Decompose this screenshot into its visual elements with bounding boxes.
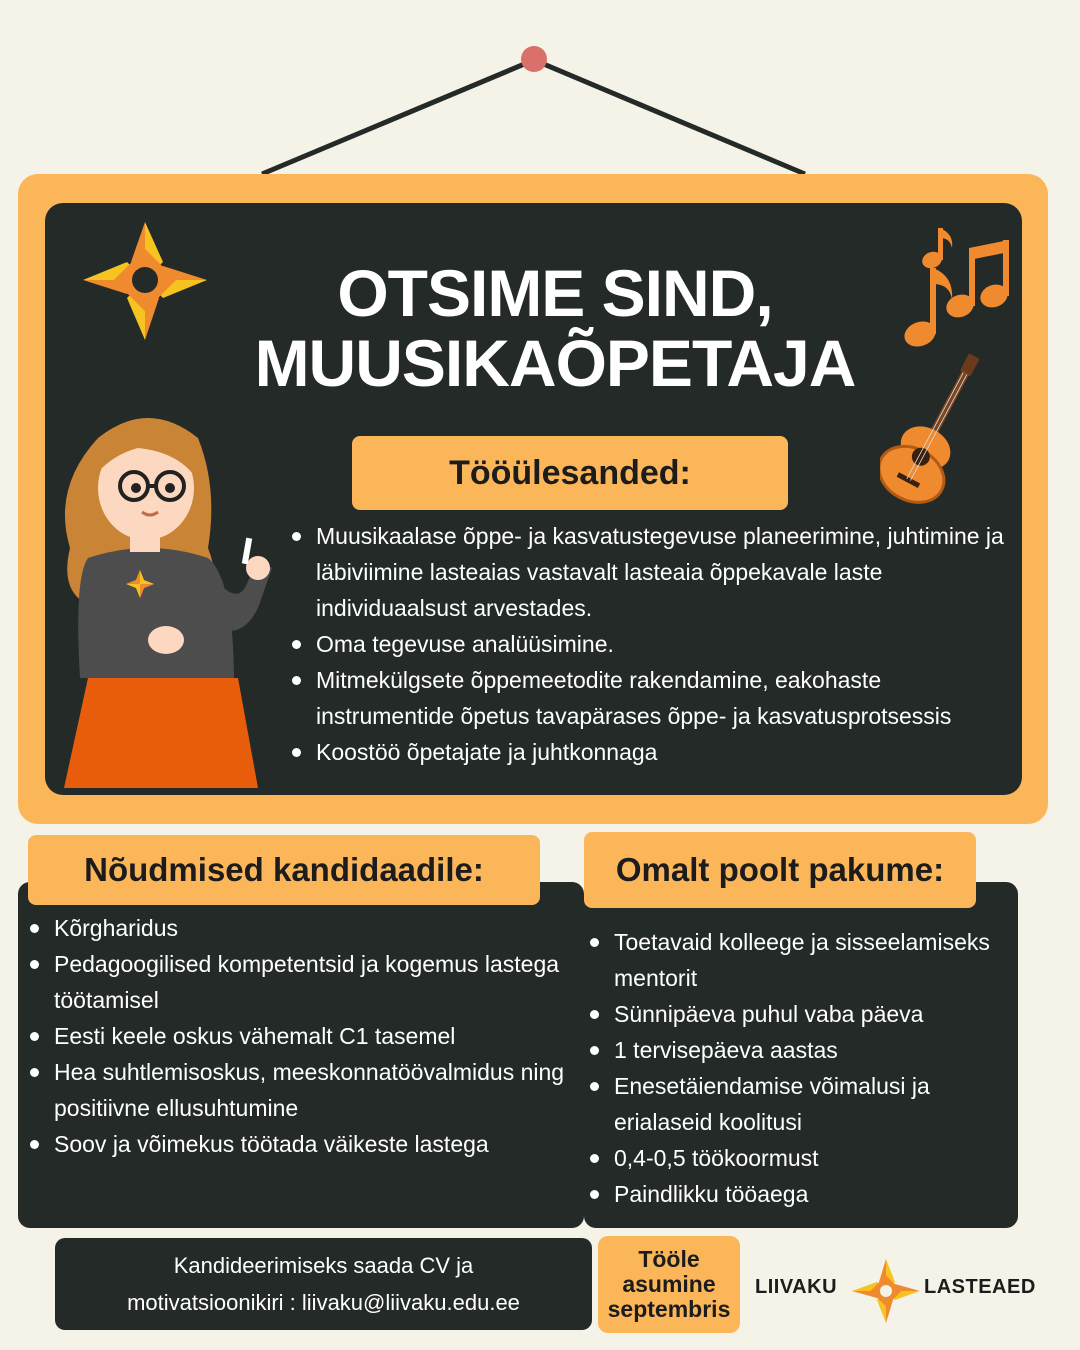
list-item: Koostöö õpetajate ja juhtkonnaga [288, 734, 1010, 770]
apply-box [55, 1238, 592, 1330]
list-item: Enesetäiendamise võimalusi ja erialaseid koolitusi [586, 1068, 1006, 1140]
list-item: Kõrgharidus [26, 910, 574, 946]
start-line-2: asumine [622, 1271, 716, 1297]
start-line-1: Tööle [638, 1246, 700, 1272]
list-item: Mitmekülgsete õppemeetodite rakendamine, eakohaste instrumentide õpetus tavapärases õppe- ja kasvatusprotsessis [288, 662, 1010, 734]
list-item: Sünnipäeva puhul vaba päeva [586, 996, 1006, 1032]
start-line-3: septembris [607, 1296, 731, 1322]
title-line-1: OTSIME SIND, [337, 256, 773, 330]
list-item: Oma tegevuse analüüsimine. [288, 626, 1010, 662]
list-item: Soov ja võimekus töötada väikeste lastega [26, 1126, 574, 1162]
teacher-illustration [58, 408, 276, 788]
logo-text-left: LIIVAKU [755, 1276, 838, 1298]
offer-list [586, 924, 1006, 1212]
tasks-heading: Tööülesanded: [352, 436, 788, 510]
requirements-heading: Nõudmised kandidaadile: [28, 835, 540, 905]
start-date-badge [598, 1236, 740, 1333]
list-item: 1 tervisepäeva aastas [586, 1032, 1006, 1068]
logo-star-icon [850, 1258, 922, 1324]
requirements-list [26, 910, 574, 1162]
title-line-2: MUUSIKAÕPETAJA [254, 326, 856, 400]
apply-line-1: Kandideerimiseks saada CV ja [173, 1253, 474, 1278]
list-item: Pedagoogilised kompetentsid ja kogemus lastega töötamisel [26, 946, 574, 1018]
page-title [150, 258, 960, 398]
list-item: Hea suhtlemisoskus, meeskonnatöövalmidus ning positiivne ellusuhtumine [26, 1054, 574, 1126]
offer-heading: Omalt poolt pakume: [584, 832, 976, 908]
list-item: Paindlikku tööaega [586, 1176, 1006, 1212]
apply-line-2[interactable]: motivatsioonikiri : liivaku@liivaku.edu.ee [127, 1290, 520, 1315]
tasks-list [288, 518, 1010, 770]
list-item: Eesti keele oskus vähemalt C1 tasemel [26, 1018, 574, 1054]
list-item: 0,4-0,5 töökoormust [586, 1140, 1006, 1176]
list-item: Muusikaalase õppe- ja kasvatustegevuse planeerimine, juhtimine ja läbiviimine lasteaias vastavalt lasteaia õppekavale laste individuaalsust arvestades. [288, 518, 1010, 626]
hanger-string [0, 0, 1080, 200]
list-item: Toetavaid kolleege ja sisseelamiseks mentorit [586, 924, 1006, 996]
logo-text-right: LASTEAED [924, 1276, 1036, 1298]
pin-icon [521, 46, 547, 72]
